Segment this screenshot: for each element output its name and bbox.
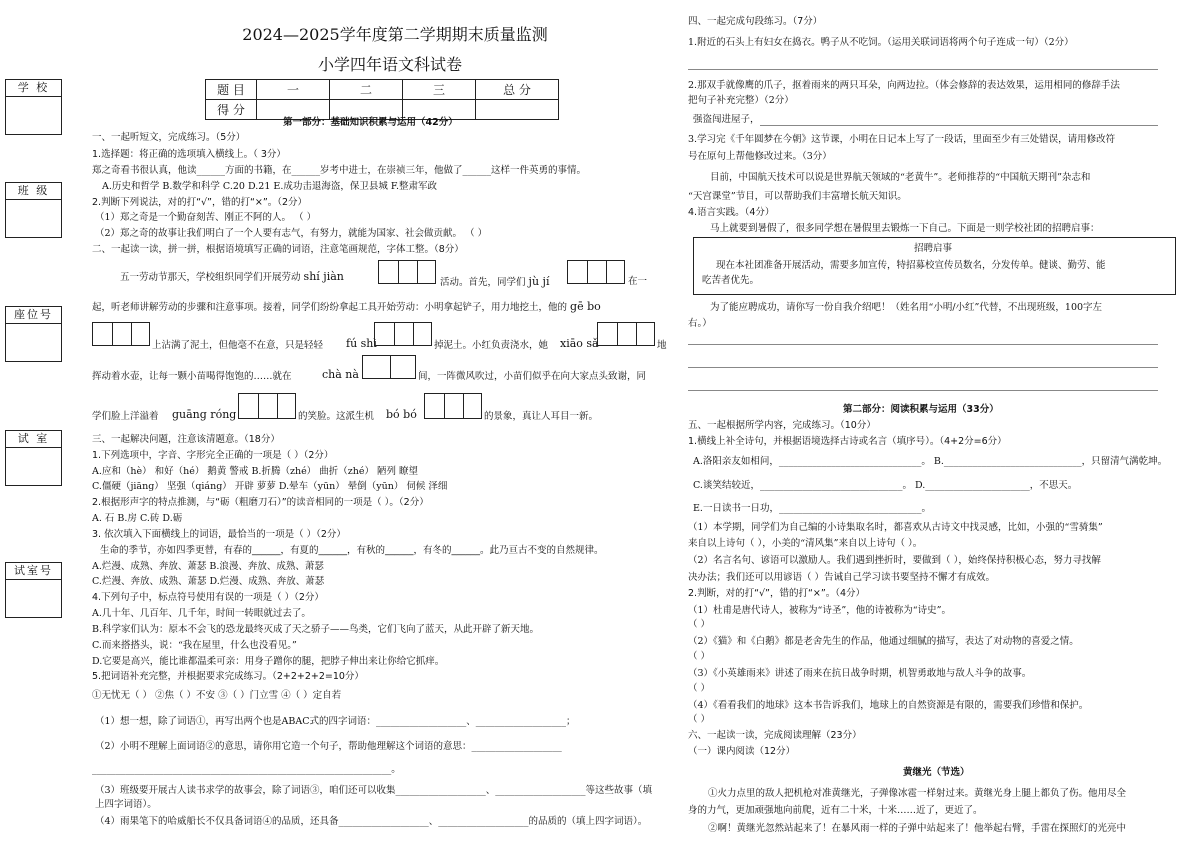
q3-1-text: 1.下列选项中，字音、字形完全正确的一项是（ ）（2分） — [92, 450, 334, 461]
section-6-1-heading: （一）课内阅读（12分） — [688, 746, 796, 757]
pinyin-line-1b — [440, 276, 549, 289]
q1-options: A.历史和哲学 B.数学和科学 C.20 D.21 E.成功击退海盗，保卫县城 F.整肃军政 — [102, 181, 437, 192]
pinyin-answer-box[interactable] — [597, 322, 655, 346]
q4-2-prompt: 强盗闯进屋子， — [693, 114, 760, 125]
answer-paren[interactable]: （ ） — [688, 683, 711, 694]
class-box — [5, 182, 62, 238]
score-header-cell: 题 目 — [206, 80, 257, 100]
recruitment-notice — [693, 237, 1176, 295]
answer-paren[interactable]: （ ） — [688, 714, 711, 725]
q3-5-sub-2: （2）小明不理解上面词语②的意思，请你用它造一个句子，帮助他理解这个词语的意思：___________________ — [95, 741, 562, 752]
text: 在一 — [628, 276, 648, 287]
q5-1-line-a: A.洛阳亲友如相问，______________________________。 B._____________________________，只留清气满乾坤。 — [693, 456, 1168, 467]
pinyin-answer-box[interactable] — [378, 260, 436, 284]
section-2-heading: 二、一起读一读，拼一拼，根据语境填写正确的词语，注意笔画规范，字体工整。（8分） — [92, 244, 464, 255]
q4-4-intro: 马上就要到暑假了，很多同学想在暑假里去锻炼一下自己。下面是一则学校社团的招聘启事： — [710, 223, 1100, 234]
q3-2-text: 2.根据形声字的特点推测，与“砺（粗磨刀石）”的读音相同的一项是（ ）。（2分） — [92, 497, 429, 508]
reading-para-1a: ①火力点里的敌人把机枪对准黄继光，子弹像冰雹一样射过来。黄继光身上腿上都负了伤。他用尽全 — [708, 788, 1127, 799]
q3-3-text: 3. 依次填入下面横线上的词语，最恰当的一项是（ ）（2分） — [92, 529, 346, 540]
q4-2-text-a: 2.那双手就像鹰的爪子，抠着雨来的两只耳朵，向两边拉。（体会修辞的表达效果，运用相同的修辞手法 — [688, 80, 1120, 91]
q3-5-sub-1: （1）想一想，除了词语①，再写出两个也是ABAC式的四字词语：___________________、___________________； — [95, 716, 576, 727]
section-5-heading: 五、一起根据所学内容，完成练习。（10分） — [688, 420, 876, 431]
text: 学们脸上洋溢着 — [92, 411, 159, 422]
score-header-cell: 总 分 — [476, 80, 559, 100]
pinyin: fú shì — [346, 337, 377, 350]
q5-1-sub-1b: 来自以上诗句（ ），小美的“清风集”来自以上诗句（ ）。 — [688, 538, 923, 549]
q3-3-sentence: 生命的季节，亦如四季更替，有春的______，有夏的______，有秋的______，有冬的______。此乃亘古不变的自然规律。 — [100, 545, 604, 556]
q3-1-options-a: A.应和（hè） 和好（hé） 鹅黄 警戒 B.折腾（zhé） 曲折（zhé） 陋列 瞭望 — [92, 466, 418, 477]
pinyin: jù jí — [528, 275, 550, 288]
q1-sentence: 郑之奇看书很认真，他读______方面的书籍，在______岁考中进士，在崇祯三年，他做了______这样一件英勇的事情。 — [92, 165, 587, 176]
q5-1-line-b: C.谈笑结较近，______________________________。 D.______________________，不思天。 — [693, 480, 1078, 491]
seat-label: 座位号 — [6, 307, 61, 324]
pinyin-answer-box[interactable] — [567, 260, 625, 284]
text: 间，一阵微风吹过，小苗们似乎在向大家点头致谢，同 — [418, 371, 647, 382]
text: 挥动着水壶，让每一颗小苗喝得饱饱的……就在 — [92, 371, 292, 382]
q3-3-options-b: C.烂漫、奔放、成熟、萧瑟 D.烂漫、成熟、奔放、萧瑟 — [92, 576, 325, 587]
q3-4-option-b: B.科学家们认为：原本不会飞的恐龙最终灭成了天之骄子——鸟类，它们飞向了蓝天，从此开辟了新天地。 — [92, 624, 540, 635]
q4-3-text-b: 号在原句上帮他修改过来。（3分） — [688, 151, 832, 162]
section-1-heading: 一、一起听短文，完成练习。（5分） — [92, 132, 246, 143]
pinyin-answer-box[interactable] — [238, 393, 296, 419]
q3-5-text: 5.把词语补充完整，并根据要求完成练习。（2+2+2+2=10分） — [92, 671, 364, 682]
q5-2-text: 2.判断，对的打“√”，错的打“×”。（4分） — [688, 588, 866, 599]
answer-line[interactable] — [688, 69, 1158, 70]
q4-4-task-a: 为了能应聘成功，请你写一份自我介绍吧！（姓名用“小明/小红”代替，不出现班级，100字左 — [710, 302, 1103, 313]
score-cell[interactable] — [476, 100, 559, 120]
text: 上沾满了泥土，但他毫不在意，只是轻轻 — [152, 340, 324, 351]
q3-4-option-a: A.几十年、几百年、几千年，时间一转眼就过去了。 — [92, 608, 311, 619]
q5-1-line-c: E.一日读书一日功，______________________________。 — [693, 503, 931, 514]
q3-5-sub-3: （3）班级要开展古人读书求学的故事会，除了词语③，咱们还可以收集___________________、___________________等这些故事（填 — [95, 785, 653, 796]
q5-1-sub-2b: 决办法；我们还可以用谚语（ ）告诫自己学习读书要坚持不懈才有成效。 — [688, 572, 996, 583]
q3-4-option-c: C.而来搭搭头，说：“我在屋里，什么也没看见。” — [92, 640, 297, 651]
score-header-cell: 二 — [330, 80, 403, 100]
score-header-cell: 三 — [403, 80, 476, 100]
text: 掉泥土。小红负责浇水，她 — [434, 340, 549, 351]
answer-line[interactable] — [760, 125, 1158, 126]
notice-title: 招聘启事 — [914, 243, 953, 254]
school-box — [5, 79, 62, 135]
reading-title: 黄继光（节选） — [903, 767, 970, 778]
reading-para-1b: 身的力气，更加顽强地向前爬，近有二十米，十米……近了，更近了。 — [688, 805, 983, 816]
q4-3-text-a: 3.学习完《千年圆梦在今朝》这节课，小明在日记本上写了一段话，里面至少有三处错误，请用修改符 — [688, 134, 1116, 145]
q2-item-1: （1）郑之奇是一个勤奋刻苦、刚正不阿的人。 （ ） — [95, 212, 317, 223]
pinyin: gē bo — [570, 300, 601, 313]
q4-1-text: 1.附近的石头上有妇女在捣衣。鸭子从不吃饲。（运用关联词语将两个句子连成一句）（2分） — [688, 37, 1074, 48]
notice-body-2: 吃苦者优先。 — [702, 275, 760, 286]
q4-4-task-b: 右。） — [688, 318, 712, 329]
room-label: 试 室 — [6, 431, 61, 448]
q5-1-text: 1.横线上补全诗句，并根据语境选择古诗或名言（填序号）。（4+2分=6分） — [688, 436, 1007, 447]
answer-paren[interactable]: （ ） — [688, 651, 711, 662]
q5-2-item-3: （3）《小英雄雨来》讲述了雨来在抗日战争时期，机智勇敢地与敌人斗争的故事。 — [688, 668, 1032, 679]
q2-text: 2.判断下列说法，对的打“√”，错的打“×”。（2分） — [92, 197, 308, 208]
answer-line[interactable] — [688, 390, 1158, 391]
answer-line[interactable] — [688, 367, 1158, 368]
q5-1-sub-2a: （2）名言名句、谚语可以激励人。我们遇到挫折时，要做到（ ），始终保持积极心态，努力寻找解 — [688, 555, 1101, 566]
pinyin-answer-box[interactable] — [424, 393, 482, 419]
q3-1-options-b: C.僵硬（jiāng） 坚强（qiáng） 开辟 萝萝 D.晕车（yūn） 晕倒（yūn） 伺候 泽细 — [92, 481, 448, 492]
q5-2-item-2: （2）《猫》和《白鹅》都是老舍先生的作品，他通过细腻的描写，表达了对动物的喜爱之情。 — [688, 636, 1079, 647]
q5-1-sub-1a: （1）本学期，同学们为自己编的小诗集取名时，都喜欢从古诗文中找灵感，比如，小强的“雪骑集” — [688, 522, 1103, 533]
answer-paren[interactable]: （ ） — [688, 619, 711, 630]
seat-box — [5, 306, 62, 362]
q3-5-sub-4: （4）雨果笔下的哈威船长不仅具备词语④的品质，还具备___________________、___________________的品质的（填上四字词语）。 — [95, 816, 648, 827]
text: 活动。首先，同学们 — [440, 277, 526, 288]
q5-2-item-1: （1）杜甫是唐代诗人，被称为“诗圣”，他的诗被称为“诗史”。 — [688, 605, 951, 616]
exam-subtitle: 小学四年语文科试卷 — [317, 55, 462, 74]
room-number-label: 试室号 — [6, 563, 61, 580]
text: 的景象，真让人耳目一新。 — [484, 411, 599, 422]
text: 的笑脸。这派生机 — [298, 411, 375, 422]
pinyin-line-2 — [92, 301, 601, 314]
reading-para-2: ②啊！黄继光忽然站起来了！在暴风雨一样的子弹中站起来了！他举起右臂，手雷在探照灯的光亮中 — [708, 823, 1127, 834]
section-6-heading: 六、一起读一读，完成阅读理解（23分） — [688, 730, 862, 741]
q2-item-2: （2）郑之奇的故事让我们明白了一个人要有志气，有努力，就能为国家、社会做贡献。 （ ） — [95, 228, 488, 239]
part2-heading: 第二部分：阅读积累与运用（33分） — [843, 404, 999, 415]
score-row-label: 得 分 — [206, 100, 257, 120]
q4-3-passage-b: “天宫课堂”节目，可以帮助我们丰富增长航天知识。 — [688, 191, 907, 202]
pinyin: bó bó — [386, 408, 417, 421]
q3-5-sub-2-line[interactable]: _______________________________________________________________。 — [92, 764, 401, 775]
q4-3-passage-a: 目前，中国航天技术可以说是世界航天领域的“老黄牛”。老师推荐的“中国航天期刊”杂志和 — [710, 172, 1091, 183]
pinyin: chà nà — [322, 368, 359, 381]
text: 地 — [657, 340, 667, 351]
pinyin: xiāo sǎ — [560, 337, 599, 350]
q3-5-sub-3-cont: 上四字词语）。 — [95, 799, 157, 810]
school-label: 学 校 — [6, 80, 61, 97]
pinyin: guāng róng — [172, 408, 237, 421]
notice-body-1: 现在本社团准备开展活动，需要多加宣传，特招募校宣传员数名，分发传单。健谈、勤劳、能 — [716, 260, 1106, 271]
pinyin-answer-box[interactable] — [92, 322, 150, 346]
score-header-cell: 一 — [257, 80, 330, 100]
room-box — [5, 430, 62, 486]
answer-line[interactable] — [688, 344, 1158, 345]
pinyin-answer-box[interactable] — [374, 322, 432, 346]
section-4-heading: 四、一起完成句段练习。（7分） — [688, 16, 823, 27]
q1-text: 1.选择题：将正确的选项填入横线上。（ 3分） — [92, 149, 286, 160]
exam-title: 2024—2025学年度第二学期期末质量监测 — [242, 25, 548, 44]
pinyin-answer-box[interactable] — [362, 355, 416, 379]
q5-2-item-4: （4）《看看我们的地球》这本书告诉我们，地球上的自然资源是有限的，需要我们珍惜和保护。 — [688, 700, 1089, 711]
room-number-box — [5, 562, 62, 618]
score-table — [205, 79, 559, 120]
pinyin-line-1 — [120, 271, 344, 284]
q3-4-option-d: D.它要是高兴，能比谁都温柔可亲：用身子蹭你的腿，把脖子伸出来让你给它抓痒。 — [92, 656, 445, 667]
q3-3-options-a: A.烂漫、成熟、奔放、萧瑟 B.浪漫、奔放、成熟、萧瑟 — [92, 561, 324, 572]
text: 起，听老师讲解劳动的步骤和注意事项。接着，同学们纷纷拿起工具开始劳动：小明拿起铲子，用力地挖土，他的 — [92, 302, 568, 313]
q3-4-text: 4.下列句子中，标点符号使用有误的一项是（ ）（2分） — [92, 592, 324, 603]
q4-4-text: 4.语言实践。（4分） — [688, 207, 775, 218]
q4-2-text-b: 把句子补充完整）（2分） — [688, 95, 794, 106]
section-3-heading: 三、一起解决问题，注意该清题意。（18分） — [92, 434, 280, 445]
part1-heading: 第一部分：基础知识积累与运用（42分） — [283, 117, 458, 128]
q3-2-options: A. 石 B.房 C.砖 D.砺 — [92, 513, 183, 524]
pinyin: shí jiàn — [303, 270, 344, 283]
q3-5-words: ①无忧无（ ） ②焦（ ）不安 ③（ ）门立雪 ④（ ）定自若 — [92, 690, 342, 701]
class-label: 班 级 — [6, 183, 61, 200]
text: 五一劳动节那天，学校组织同学们开展劳动 — [120, 272, 301, 283]
